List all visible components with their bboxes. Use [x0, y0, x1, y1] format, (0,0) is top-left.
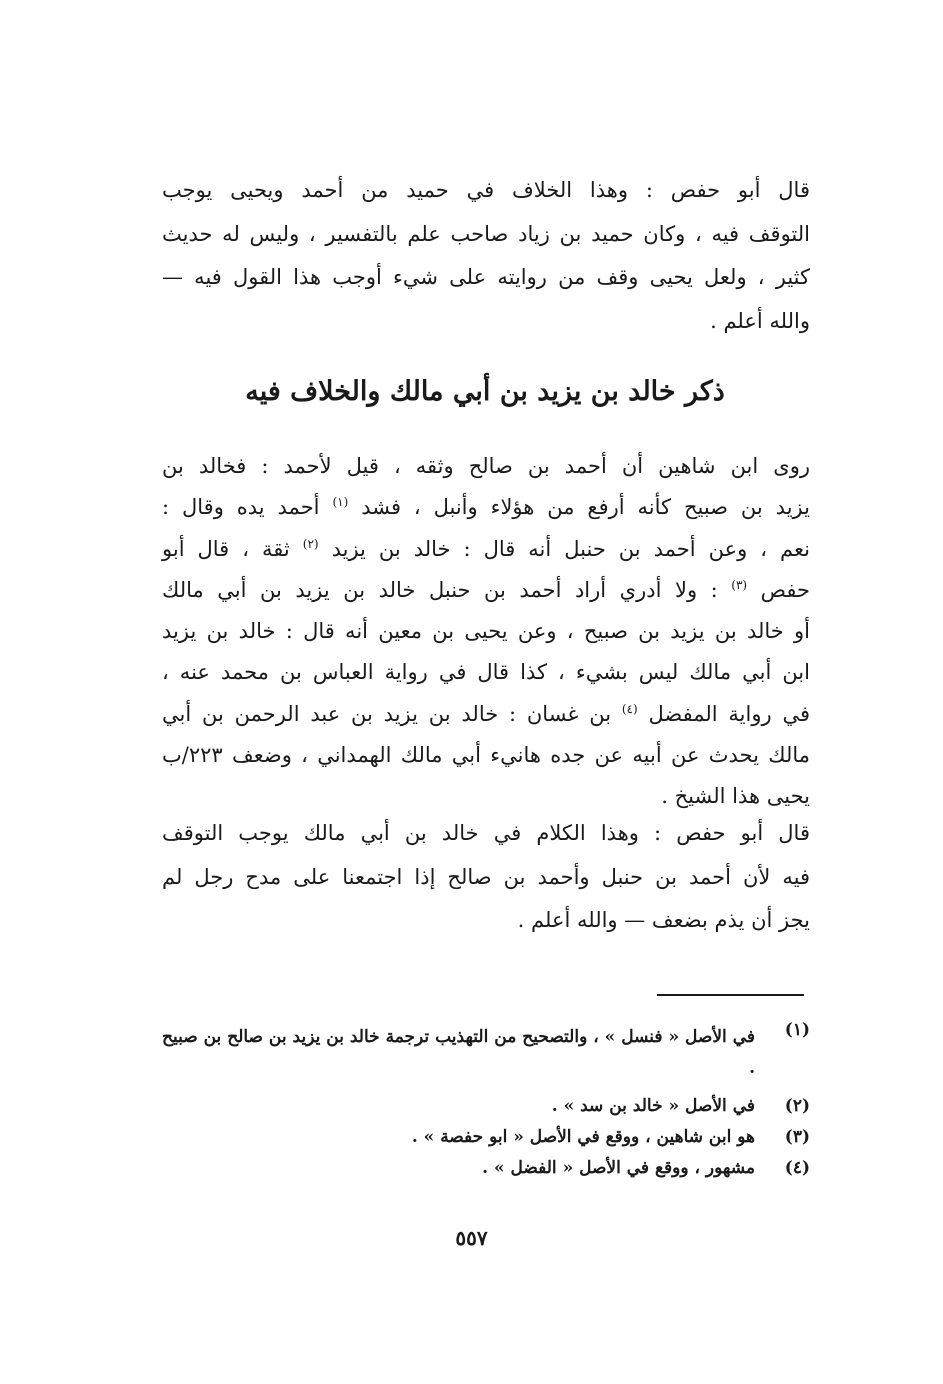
paragraph-1: [162, 180, 810, 354]
footnote-text: في الأصل « خالد بن سد » .: [551, 1096, 755, 1116]
footnote-separator: [657, 994, 804, 996]
footnote-1: [162, 1022, 810, 1084]
footnote-text: في الأصل « فنسل » ، والتصحيح من التهذيب ترجمة خالد بن يزيد بن صالح بن صبيح .: [162, 1027, 755, 1078]
footnote-number: (٤): [784, 1158, 810, 1178]
footnote-2: [162, 1098, 810, 1115]
paragraph-line: كثير ، ولعل يحيى وقف من روايته على شيء أوجب هذا القول فيه —: [162, 265, 810, 289]
paragraph-line: أو خالد بن يزيد بن صبيح ، وعن يحيى بن معين أنه قال : خالد بن يزيد: [162, 619, 810, 644]
footnote-marker-4[interactable]: (٤): [621, 701, 638, 716]
paragraph-line: [162, 497, 810, 538]
line-segment: حفص: [760, 577, 810, 602]
line-segment: يزيد بن صبيح كأنه أرفع من هؤلاء وأنبل ، فشد: [361, 495, 810, 520]
footnote-4: [162, 1160, 810, 1177]
paragraph-line: مالك يحدث عن أبيه عن جده هانيء أبي مالك الهمداني ، وضعف ٢٢٣/ب: [162, 743, 810, 768]
paragraph-line: [162, 701, 810, 745]
footnote-number: (٣): [784, 1127, 810, 1147]
paragraph-line: [162, 536, 810, 580]
line-segment: ثقة ، قال أبو: [162, 536, 290, 561]
line-segment: بن غسان : خالد بن يزيد بن عبد الرحمن بن أبي: [162, 701, 612, 726]
footnote-marker-3[interactable]: (٣): [731, 577, 748, 592]
paragraph-line: ابن أبي مالك ليس بشيء ، كذا قال في رواية العباس بن محمد عنه ،: [162, 660, 810, 685]
footnote-3: [162, 1129, 810, 1146]
paragraph-line: قال أبو حفص : وهذا الخلاف في حميد من أحمد ويحيى يوجب: [162, 178, 810, 202]
line-segment: : ولا أدري أراد أحمد بن حنبل خالد بن يزيد بن أبي مالك: [162, 577, 718, 602]
page-number: ٥٥٧: [455, 1226, 488, 1250]
paragraph-line: روى ابن شاهين أن أحمد بن صالح وثقه ، قيل لأحمد : فخالد بن: [162, 454, 810, 478]
paragraph-line: يجز أن يذم بضعف — والله أعلم .: [517, 908, 810, 932]
paragraph-line: يحيى هذا الشيخ .: [661, 784, 810, 809]
paragraph-line: فيه لأن أحمد بن حنبل وأحمد بن صالح إذا اجتمعنا على مدح رجل لم: [162, 864, 810, 889]
section-heading: ذكر خالد بن يزيد بن أبي مالك والخلاف فيه: [245, 376, 725, 407]
footnote-text: مشهور ، ووقع في الأصل « الفضل » .: [482, 1158, 755, 1178]
line-segment: في رواية المفضل: [648, 701, 810, 726]
paragraph-line: قال أبو حفص : وهذا الكلام في خالد بن أبي مالك يوجب التوقف: [162, 821, 810, 845]
footnote-number: (١): [784, 1020, 810, 1040]
line-segment: أحمد يده وقال :: [162, 495, 320, 520]
paragraph-line: والله أعلم .: [710, 308, 810, 333]
footnotes: [162, 1022, 810, 1191]
footnote-text: هو ابن شاهين ، ووقع في الأصل « ابو حفصة » .: [411, 1127, 755, 1147]
paragraph-line: التوقف فيه ، وكان حميد بن زياد صاحب علم بالتفسير ، وليس له حديث: [162, 221, 810, 246]
paragraph-2: [162, 456, 810, 828]
footnote-number: (٢): [784, 1096, 810, 1116]
footnote-marker-1[interactable]: (١): [332, 495, 349, 510]
paragraph-line: [162, 577, 810, 621]
line-segment: نعم ، وعن أحمد بن حنبل أنه قال : خالد بن يزيد: [331, 536, 810, 561]
paragraph-3: [162, 823, 810, 954]
footnote-marker-2[interactable]: (٢): [302, 536, 319, 551]
